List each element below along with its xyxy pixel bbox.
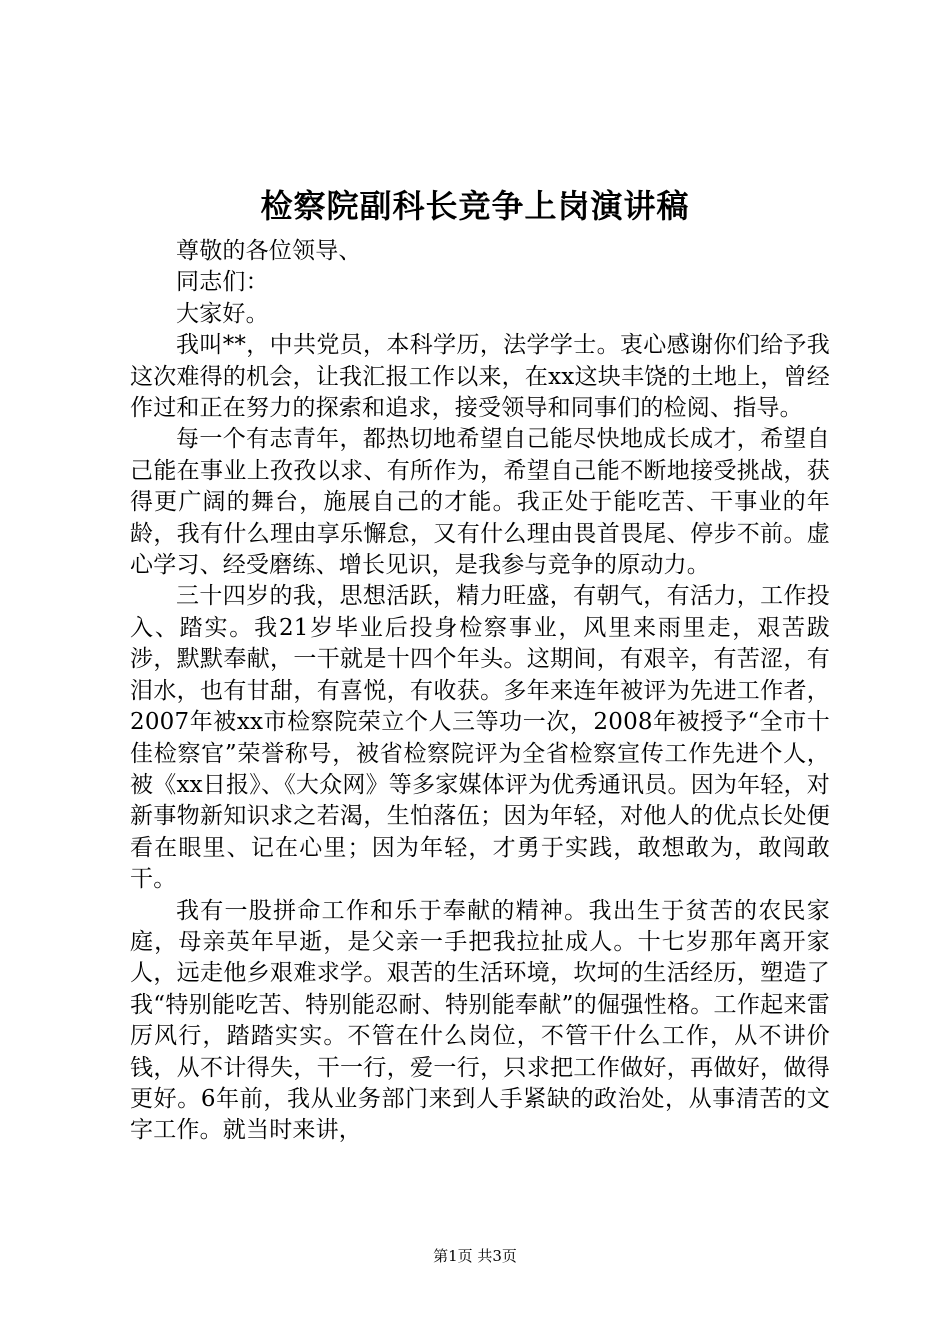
paragraph-introduction: 我叫**，中共党员，本科学历，法学学士。衷心感谢你们给予我这次难得的机会，让我汇报工作以来，在xx这块丰饶的土地上，曾经作过和正在努力的探索和追求，接受领导和同事们的检阅、指导。 [130,332,830,422]
paragraph-motivation: 每一个有志青年，都热切地希望自己能尽快地成长成才，希望自己能在事业上孜孜以求、有所作为，希望自己能不断地接受挑战，获得更广阔的舞台，施展自己的才能。我正处于能吃苦、干事业的年龄，我有什么理由享乐懈怠，又有什么理由畏首畏尾、停步不前。虚心学习、经受磨练、增长见识，是我参与竞争的原动力。 [130,426,830,579]
paragraph-experience: 三十四岁的我，思想活跃，精力旺盛，有朝气，有活力，工作投入、踏实。我21岁毕业后投身检察事业，风里来雨里走，艰苦跋涉，默默奉献，一干就是十四个年头。这期间，有艰辛，有苦涩，有泪水，也有甘甜，有喜悦，有收获。多年来连年被评为先进工作者，2007年被xx市检察院荣立个人三等功一次，2008年被授予“全市十佳检察官”荣誉称号，被省检察院评为全省检察宣传工作先进个人，被《xx日报》、《大众网》等多家媒体评为优秀通讯员。因为年轻，对新事物新知识求之若渴，生怕落伍；因为年轻，对他人的优点长处便看在眼里、记在心里；因为年轻，才勇于实践，敢想敢为，敢闯敢干。 [130,583,830,893]
paragraph-salutation-2: 同志们： [176,269,269,296]
paragraph-salutation-1: 尊敬的各位领导、 [176,238,362,264]
document-title: 检察院副科长竞争上岗演讲稿 [260,187,690,225]
paragraph-dedication: 我有一股拼命工作和乐于奉献的精神。我出生于贫苦的农民家庭，母亲英年早逝，是父亲一手把我拉扯成人。十七岁那年离开家人，远走他乡艰难求学。艰苦的生活环境，坎坷的生活经历，塑造了我“特别能吃苦、特别能忍耐、特别能奉献”的倔强性格。工作起来雷厉风行，踏踏实实。不管在什么岗位，不管干什么工作，从不讲价钱，从不计得失，干一行，爱一行，只求把工作做好，再做好，做得更好。6年前，我从业务部门来到人手紧缺的政治处，从事清苦的文字工作。就当时来讲， [130,897,830,1144]
paragraph-greeting: 大家好。 [176,300,269,327]
document-body [130,236,830,1147]
page-number-footer: 第1页 共3页 [433,1247,517,1265]
